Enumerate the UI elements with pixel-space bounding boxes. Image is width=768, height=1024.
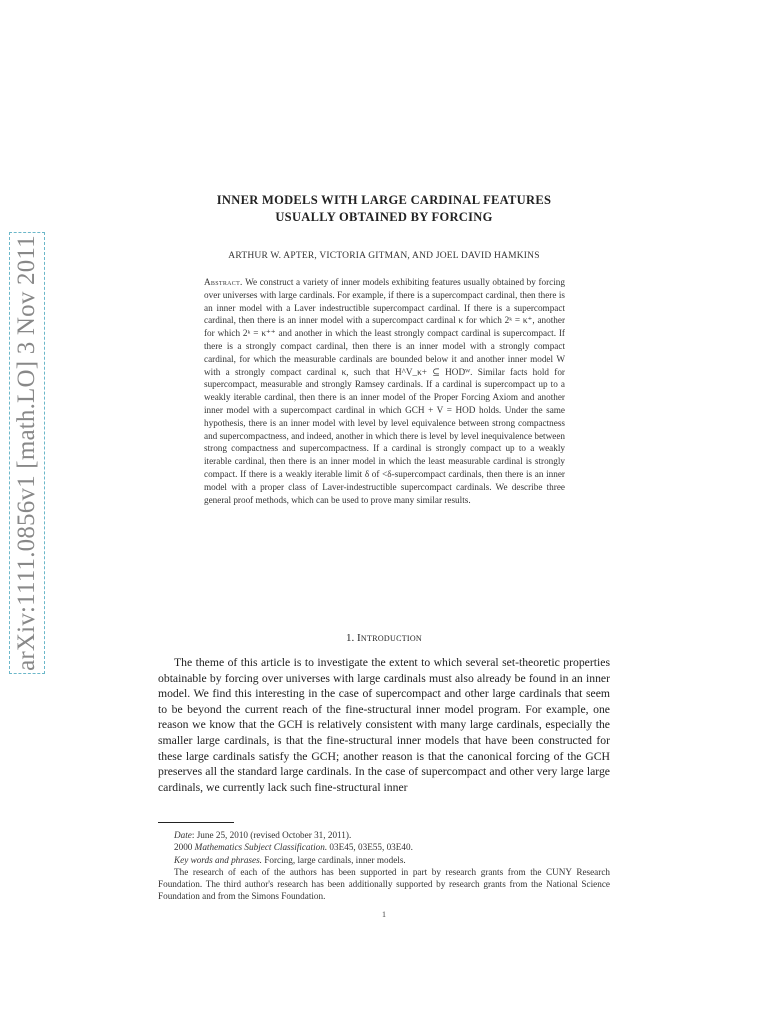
section-heading bbox=[0, 632, 768, 644]
paper-authors: ARTHUR W. APTER, VICTORIA GITMAN, AND JOEL DAVID HAMKINS bbox=[228, 251, 540, 261]
footnotes bbox=[158, 829, 610, 903]
footnote-msc-text: 03E45, 03E55, 03E40. bbox=[327, 842, 413, 853]
footnote-funding: The research of each of the authors has been supported in part by research grants from the CUNY Research Foundation. The third author's research has been additionally supported by research grants from the National Science Foundation and from the Simons Foundation. bbox=[158, 866, 610, 902]
footnote-msc-prefix: 2000 bbox=[174, 842, 195, 853]
footnote-keywords bbox=[158, 854, 610, 866]
footnote-msc-label: Mathematics Subject Classification. bbox=[194, 842, 328, 853]
section-title: Introduction bbox=[356, 632, 423, 644]
footnote-date-text: : June 25, 2010 (revised October 31, 2011). bbox=[191, 830, 352, 840]
footnote-keywords-text: Forcing, large cardinals, inner models. bbox=[261, 854, 406, 865]
page-number: 1 bbox=[382, 910, 386, 919]
arxiv-stamp bbox=[9, 232, 45, 674]
footnote-keywords-label: Key words and phrases. bbox=[174, 854, 262, 865]
section-number: 1. bbox=[345, 632, 355, 644]
paper-title bbox=[0, 192, 768, 226]
footnote-msc bbox=[158, 841, 610, 853]
abstract-label: Abstract. bbox=[204, 277, 243, 287]
introduction-paragraph: The theme of this article is to investigate the extent to which several set-theoretic properties obtainable by forcing over universes with large cardinals must also already be found in an inner model. We find this interesting in the case of supercompact and other large cardinals that seem to be beyond the current reach of the fine-structural inner model program. For example, one reason we know that the GCH is relatively consistent with many large cardinals, especially the smaller large cardinals, is that the fine-structural inner models that have been constructed for these large cardinals satisfy the GCH; another reason is that the canonical forcing of the GCH preserves all the standard large cardinals. In the case of supercompact and other very large large cardinals, we currently lack such fine-structural inner bbox=[158, 656, 610, 794]
abstract bbox=[204, 276, 565, 506]
paper-title-line-2: USUALLY OBTAINED BY FORCING bbox=[275, 210, 493, 224]
footnote-date-label: Date bbox=[174, 830, 192, 840]
paper-title-line-1: INNER MODELS WITH LARGE CARDINAL FEATURES bbox=[216, 193, 552, 207]
abstract-text: We construct a variety of inner models exhibiting features usually obtained by forcing over universes with large cardinals. For example, if there is a supercompact cardinal, then there is an inner model with a Laver indestructible supercompact cardinal. If there is a supercompact cardinal, then there is an inner model with a supercompact cardinal κ for which 2ᵏ = κ⁺, another for which 2ᵏ = κ⁺⁺ and another in which the least strongly compact cardinal is supercompact. If there is a strongly compact cardinal, then there is an inner model with a strongly compact cardinal, for which the measurable cardinals are bounded below it and another inner model W with a strongly compact cardinal κ, such that H^V_κ+ ⊆ HODᵂ. Similar facts hold for supercompact, measurable and strongly Ramsey cardinals. If a cardinal is supercompact up to a weakly iterable cardinal, then there is an inner model of the Proper Forcing Axiom and another inner model with a supercompact cardinal in which GCH + V = HOD holds. Under the same hypothesis, there is an inner model with level by level equivalence between strong compactness and supercompactness, and indeed, another in which there is level by level inequivalence between strong compactness and supercompactness. If a cardinal is strongly compact up to a weakly iterable cardinal, then there is an inner model in which the least measurable cardinal is strongly compact. If there is a weakly iterable limit δ of <δ-supercompact cardinals, then there is an inner model with a proper class of Laver-indestructible supercompact cardinals. We describe three general proof methods, which can be used to prove many similar results. bbox=[204, 277, 565, 505]
footnote-divider bbox=[158, 822, 234, 823]
arxiv-identifier: arXiv:1111.0856v1 [math.LO] 3 Nov 2011 bbox=[13, 235, 40, 671]
footnote-date bbox=[158, 829, 610, 841]
